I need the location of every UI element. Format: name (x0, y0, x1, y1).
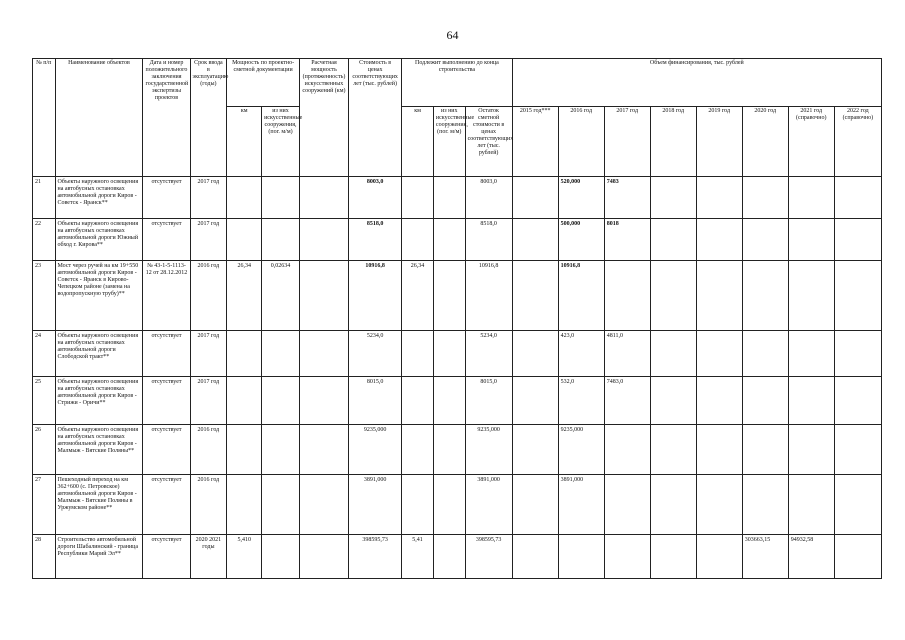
cell-calc (299, 219, 348, 261)
cell-calc (299, 261, 348, 331)
cell-rest: 9235,000 (465, 425, 512, 475)
cell-y2015 (512, 331, 558, 377)
table-row (33, 535, 882, 579)
cell-art (262, 475, 300, 535)
header-name: Наименование объектов (55, 59, 143, 177)
cell-y2020 (742, 219, 788, 261)
cell-y2019 (696, 261, 742, 331)
cell-y2022 (834, 475, 881, 535)
header-artificial: из них искусственные сооружения, (пог. м/м) (262, 107, 300, 177)
header-year-2020: 2020 год (742, 107, 788, 177)
header-remaining: Подлежит выполнению до конца строительства (402, 59, 512, 107)
cell-cost: 8003,0 (349, 177, 402, 219)
cell-rest: 398595,73 (465, 535, 512, 579)
cell-y2022 (834, 535, 881, 579)
cell-art2 (433, 535, 465, 579)
cell-y2017 (604, 535, 650, 579)
header-year-2019: 2019 год (696, 107, 742, 177)
cell-y2017: 7483 (604, 177, 650, 219)
cell-term: 2020 2021 годы (190, 535, 227, 579)
cell-num: 24 (33, 331, 56, 377)
cell-date: отсутствует (143, 535, 190, 579)
cell-y2019 (696, 219, 742, 261)
table-row (33, 331, 882, 377)
cell-rest: 8003,0 (465, 177, 512, 219)
cell-date: отсутствует (143, 377, 190, 425)
cell-art (262, 219, 300, 261)
cell-term: 2017 год (190, 331, 227, 377)
cell-y2017: 7483,0 (604, 377, 650, 425)
cell-cost: 8518,0 (349, 219, 402, 261)
header-rest-cost: Остаток сметной стоимости в ценах соответствующих лет (тыс. рублей) (465, 107, 512, 177)
cell-y2017: 8018 (604, 219, 650, 261)
cell-name: Строительство автомобильной дороги Шабалинский - граница Республики Марий Эл** (55, 535, 143, 579)
cell-y2015 (512, 535, 558, 579)
header-power-design: Мощность по проектно-сметной документации (227, 59, 300, 107)
cell-y2020 (742, 475, 788, 535)
table-row (33, 425, 882, 475)
cell-art2 (433, 475, 465, 535)
cell-y2022 (834, 377, 881, 425)
cell-name: Объекты наружного освещения на автобусных остановках автомобильной дороги Южный обход г. Кирова** (55, 219, 143, 261)
cell-y2018 (650, 535, 696, 579)
cell-km2: 26,34 (402, 261, 434, 331)
cell-y2020 (742, 331, 788, 377)
cell-y2021 (788, 425, 834, 475)
cell-term: 2017 год (190, 377, 227, 425)
cell-y2019 (696, 535, 742, 579)
table-row (33, 177, 882, 219)
cell-y2017 (604, 261, 650, 331)
cell-km: 5,410 (227, 535, 262, 579)
cell-name: Объекты наружного освещения на автобусных остановках автомобильной дороги Киров - Малмыж - Вятские Поляны** (55, 425, 143, 475)
cell-y2022 (834, 331, 881, 377)
cell-km (227, 177, 262, 219)
cell-km (227, 219, 262, 261)
header-year-2017: 2017 год (604, 107, 650, 177)
cell-num: 22 (33, 219, 56, 261)
cell-num: 25 (33, 377, 56, 425)
cell-y2018 (650, 475, 696, 535)
header-km: км (227, 107, 262, 177)
table-row (33, 377, 882, 425)
header-date: Дата и номер положительного заключения государственной экспертизы проектов (143, 59, 190, 177)
cell-km (227, 331, 262, 377)
cell-name: Объекты наружного освещения на автобусных остановках автомобильной дороги Слободской тракт** (55, 331, 143, 377)
cell-y2022 (834, 261, 881, 331)
cell-y2018 (650, 425, 696, 475)
cell-rest: 5234,0 (465, 331, 512, 377)
cell-y2021 (788, 261, 834, 331)
cell-km2 (402, 219, 434, 261)
cell-art (262, 535, 300, 579)
cell-km2 (402, 475, 434, 535)
cell-km: 26,34 (227, 261, 262, 331)
cell-y2020 (742, 425, 788, 475)
cell-km (227, 377, 262, 425)
cell-calc (299, 475, 348, 535)
cell-y2015 (512, 377, 558, 425)
cell-rest: 3891,000 (465, 475, 512, 535)
cell-date: № 43-1-5-1113-12 от 28.12.2012 (143, 261, 190, 331)
table-row (33, 219, 882, 261)
cell-term: 2017 год (190, 177, 227, 219)
cell-y2016: 9235,000 (558, 425, 604, 475)
header-calc-power: Расчетная мощность (протяженность) искусственных сооружений (км) (299, 59, 348, 177)
cell-y2019 (696, 177, 742, 219)
header-year-2015: 2015 год*** (512, 107, 558, 177)
cell-name: Объекты наружного освещения на автобусных остановках автомобильной дороги Киров - Стрижи - Оричи** (55, 377, 143, 425)
header-cost: Стоимость в ценах соответствующих лет (тыс. рублей) (349, 59, 402, 177)
cell-date: отсутствует (143, 331, 190, 377)
cell-y2019 (696, 475, 742, 535)
header-financing: Объем финансирования, тыс. рублей (512, 59, 881, 107)
cell-y2022 (834, 425, 881, 475)
cell-cost: 5234,0 (349, 331, 402, 377)
header-year-2016: 2016 год (558, 107, 604, 177)
cell-y2019 (696, 331, 742, 377)
cell-date: отсутствует (143, 425, 190, 475)
cell-y2018 (650, 377, 696, 425)
cell-date: отсутствует (143, 475, 190, 535)
cell-km2 (402, 377, 434, 425)
cell-y2016: 500,000 (558, 219, 604, 261)
cell-km2 (402, 331, 434, 377)
cell-art2 (433, 177, 465, 219)
cell-y2015 (512, 261, 558, 331)
header-year-2018: 2018 год (650, 107, 696, 177)
cell-art (262, 377, 300, 425)
cell-num: 27 (33, 475, 56, 535)
cell-art (262, 331, 300, 377)
objects-table (32, 58, 882, 579)
cell-km2 (402, 425, 434, 475)
cell-y2018 (650, 261, 696, 331)
cell-term: 2016 год (190, 425, 227, 475)
cell-y2016: 10916,8 (558, 261, 604, 331)
cell-km2: 5,41 (402, 535, 434, 579)
cell-calc (299, 535, 348, 579)
cell-y2021 (788, 377, 834, 425)
cell-date: отсутствует (143, 177, 190, 219)
cell-y2022 (834, 177, 881, 219)
cell-num: 21 (33, 177, 56, 219)
cell-term: 2016 год (190, 261, 227, 331)
cell-y2016: 3891,000 (558, 475, 604, 535)
cell-y2015 (512, 425, 558, 475)
cell-y2021 (788, 177, 834, 219)
cell-y2021 (788, 219, 834, 261)
cell-art (262, 177, 300, 219)
cell-y2020: 303663,15 (742, 535, 788, 579)
cell-calc (299, 425, 348, 475)
cell-y2015 (512, 177, 558, 219)
header-year-2022: 2022 год (справочно) (834, 107, 881, 177)
cell-cost: 8015,0 (349, 377, 402, 425)
cell-y2016: 520,000 (558, 177, 604, 219)
cell-term: 2017 год (190, 219, 227, 261)
cell-cost: 10916,8 (349, 261, 402, 331)
cell-y2016: 532,0 (558, 377, 604, 425)
cell-y2017: 4811,0 (604, 331, 650, 377)
cell-y2018 (650, 331, 696, 377)
cell-y2015 (512, 219, 558, 261)
cell-art2 (433, 261, 465, 331)
cell-art (262, 425, 300, 475)
cell-cost: 3891,000 (349, 475, 402, 535)
cell-art2 (433, 331, 465, 377)
cell-y2020 (742, 261, 788, 331)
table-body (33, 177, 882, 579)
cell-y2018 (650, 177, 696, 219)
cell-art: 0,02634 (262, 261, 300, 331)
cell-y2019 (696, 377, 742, 425)
cell-km2 (402, 177, 434, 219)
header-num: № п/п (33, 59, 56, 177)
cell-y2015 (512, 475, 558, 535)
cell-art2 (433, 425, 465, 475)
cell-name: Объекты наружного освещения на автобусных остановках автомобильной дороги Киров - Советск - Яранск** (55, 177, 143, 219)
header-artificial-remaining: из них искусственные сооружения, (пог. м/м) (433, 107, 465, 177)
cell-art2 (433, 377, 465, 425)
cell-cost: 9235,000 (349, 425, 402, 475)
header-year-2021: 2021 год (справочно) (788, 107, 834, 177)
cell-name: Мост через ручей на км 19+550 автомобильной дороги Киров - Советск - Яранск в Кирово-Чепецком районе (замена на водопропускную трубу)** (55, 261, 143, 331)
table-row (33, 475, 882, 535)
cell-num: 26 (33, 425, 56, 475)
cell-num: 23 (33, 261, 56, 331)
cell-y2017 (604, 425, 650, 475)
cell-y2016 (558, 535, 604, 579)
cell-date: отсутствует (143, 219, 190, 261)
cell-y2020 (742, 177, 788, 219)
cell-y2021 (788, 331, 834, 377)
cell-y2021 (788, 475, 834, 535)
cell-y2020 (742, 377, 788, 425)
cell-km (227, 475, 262, 535)
cell-num: 28 (33, 535, 56, 579)
cell-y2022 (834, 219, 881, 261)
cell-y2019 (696, 425, 742, 475)
cell-y2018 (650, 219, 696, 261)
cell-rest: 8518,0 (465, 219, 512, 261)
cell-km (227, 425, 262, 475)
cell-rest: 8015,0 (465, 377, 512, 425)
cell-y2021: 94932,58 (788, 535, 834, 579)
cell-calc (299, 331, 348, 377)
cell-art2 (433, 219, 465, 261)
cell-rest: 10916,8 (465, 261, 512, 331)
cell-y2016: 423,0 (558, 331, 604, 377)
page-number: 64 (446, 28, 459, 42)
header-km-remaining: км (402, 107, 434, 177)
cell-y2017 (604, 475, 650, 535)
cell-term: 2016 год (190, 475, 227, 535)
table-row (33, 261, 882, 331)
cell-calc (299, 377, 348, 425)
cell-cost: 398595,73 (349, 535, 402, 579)
cell-name: Пешеходный переход на км 362+600 (с. Петровское) автомобильной дороги Киров - Малмыж - Вятские Поляны в Уржумском районе** (55, 475, 143, 535)
cell-calc (299, 177, 348, 219)
header-term: Срок ввода в эксплуатацию (годы) (190, 59, 227, 177)
